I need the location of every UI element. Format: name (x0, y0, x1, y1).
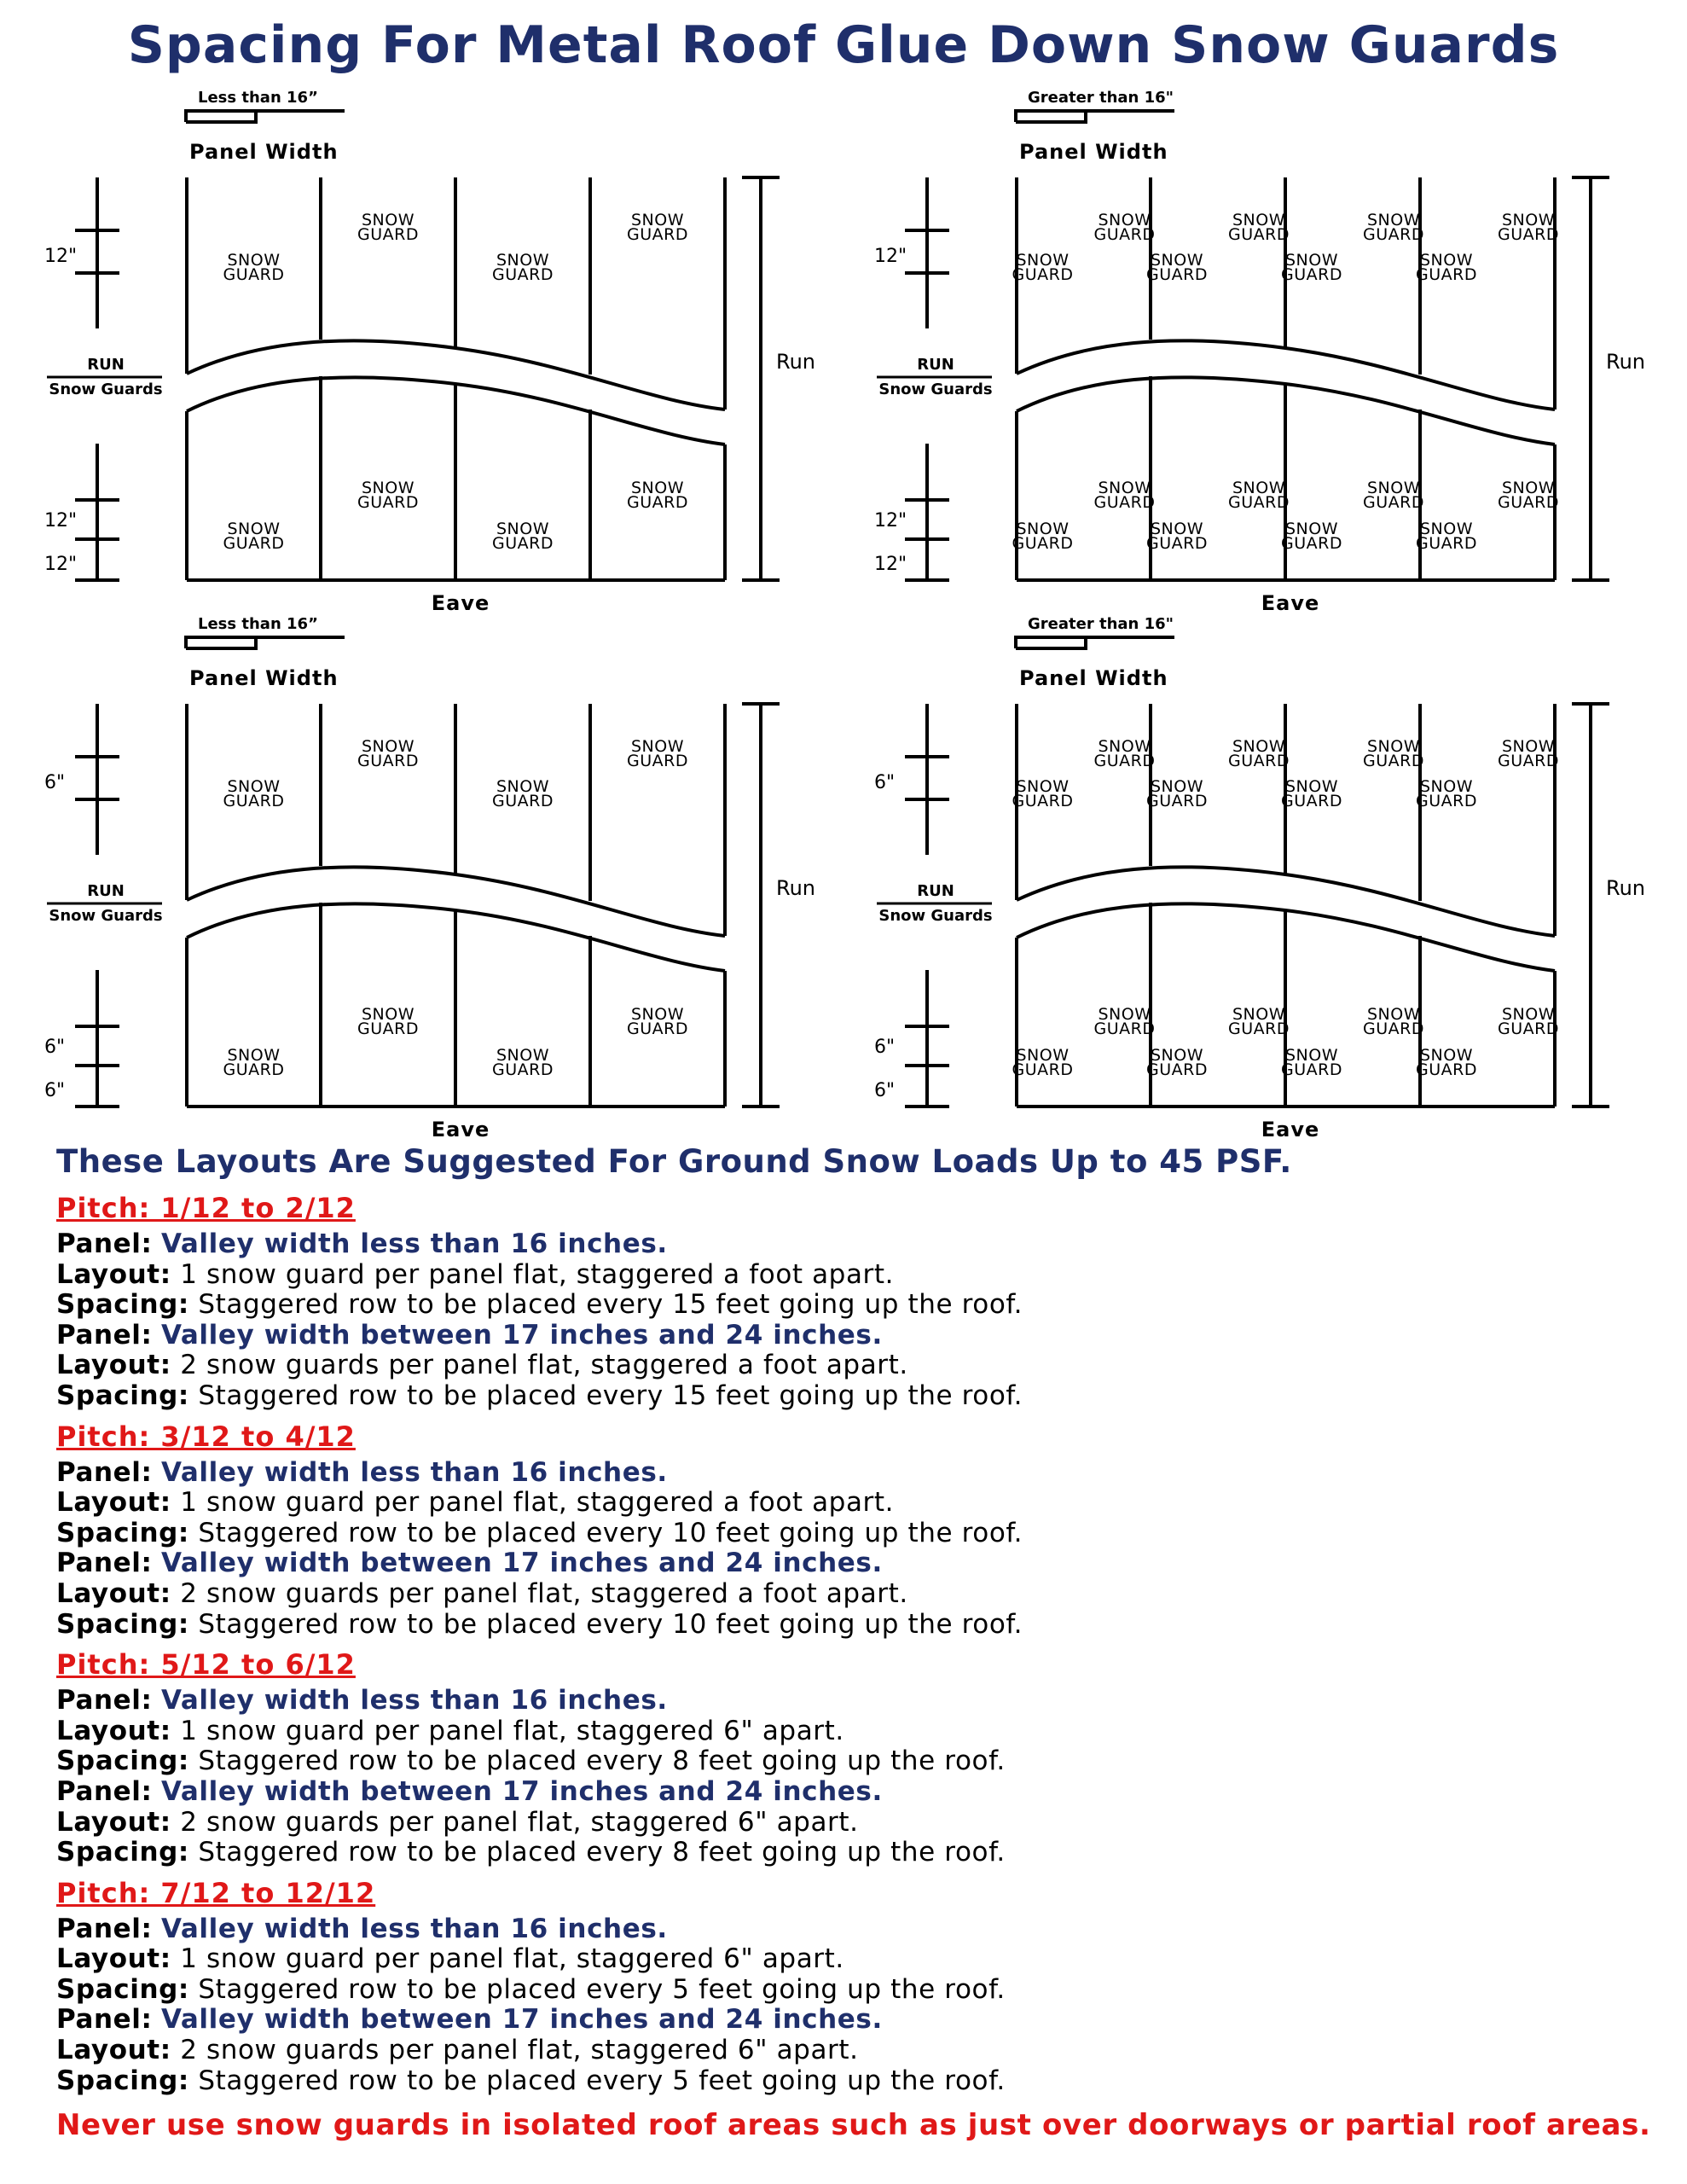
snow-guard-text: GUARD (1281, 265, 1342, 284)
snow-guard-label (1416, 251, 1477, 284)
snow-guard-text: SNOW (1098, 737, 1151, 756)
snow-guard-text: GUARD (223, 534, 285, 553)
lower-dim-label: 12" (44, 554, 78, 575)
run-bar (742, 177, 780, 580)
spec-key: Panel: (56, 1228, 153, 1259)
snow-guard-text: SNOW (1232, 1005, 1286, 1024)
snow-guard-label (1012, 777, 1074, 810)
spec-line (56, 1458, 1660, 1489)
spec-line (56, 1488, 1660, 1519)
spec-line (56, 1519, 1660, 1549)
spec-line (56, 1350, 1660, 1381)
snow-guard-text: SNOW (630, 211, 685, 229)
snow-guard-label (1498, 211, 1559, 244)
upper-dim-marker (905, 177, 949, 328)
pitch-heading: Pitch: 5/12 to 6/12 (56, 1648, 356, 1682)
snow-guard-text: GUARD (1146, 792, 1208, 810)
spec-line (56, 1975, 1660, 2006)
spec-value: 1 snow guard per panel flat, staggered 6" apart. (180, 1715, 844, 1746)
snow-guard-label (357, 211, 419, 244)
spec-value: Staggered row to be placed every 5 feet going up the roof. (198, 1973, 1006, 2005)
notes-heading: These Layouts Are Suggested For Ground Snow Loads Up to 45 PSF. (56, 1143, 1292, 1180)
snow-guard-text: GUARD (1146, 534, 1208, 553)
spec-key: Panel: (56, 2004, 153, 2036)
spec-line (56, 1808, 1660, 1838)
snow-guard-text: GUARD (1093, 1019, 1156, 1038)
roof-diagram (830, 612, 1673, 1141)
spec-line (56, 1610, 1660, 1641)
snow-guard-text: SNOW (1501, 211, 1556, 229)
panel-width-label: Panel Width (1019, 140, 1168, 164)
snow-guard-label (1281, 520, 1342, 553)
run-bar (1572, 704, 1609, 1107)
snow-guard-text: SNOW (1284, 251, 1339, 270)
snow-guard-label (1281, 251, 1342, 284)
upper-dim-marker (905, 704, 949, 855)
snow-guard-text: GUARD (1012, 792, 1074, 810)
snow-guard-text: GUARD (1416, 534, 1477, 553)
snow-guard-text: GUARD (1281, 534, 1342, 553)
snow-guard-text: SNOW (630, 737, 685, 756)
spec-value: 1 snow guard per panel flat, staggered a foot apart. (180, 1258, 895, 1290)
snow-guard-text: GUARD (1012, 534, 1074, 553)
spec-line (56, 1944, 1660, 1975)
snow-guard-label (357, 737, 419, 770)
lower-dim-marker (905, 970, 949, 1107)
lower-dim-label: 12" (44, 510, 78, 531)
snow-guard-label (1228, 1005, 1290, 1038)
spec-value: Staggered row to be placed every 5 feet going up the roof. (198, 2065, 1006, 2096)
snow-guard-label (627, 1005, 688, 1038)
spacing-diagram (0, 612, 844, 1141)
upper-dim-marker (75, 704, 119, 855)
snow-guard-label (1146, 251, 1208, 284)
snow-guard-text: SNOW (630, 1005, 685, 1024)
snow-guard-label (223, 777, 285, 810)
snow-guard-label (1363, 479, 1424, 512)
run-label: Run (1606, 876, 1646, 900)
run-label: Run (776, 876, 816, 900)
spacing-notes (56, 1143, 1660, 2142)
warning-text: Never use snow guards in isolated roof areas such as just over doorways or partial roof areas. (56, 2108, 1651, 2143)
snow-guard-text: GUARD (627, 752, 688, 770)
snow-guard-text: SNOW (1016, 1046, 1070, 1065)
snow-guard-label (492, 520, 554, 553)
snow-guard-text: GUARD (627, 225, 688, 244)
spec-value: Staggered row to be placed every 8 feet going up the roof. (198, 1837, 1006, 1868)
snow-guard-label (492, 251, 554, 284)
snow-guard-text: SNOW (1232, 737, 1286, 756)
snow-guard-label (1498, 479, 1559, 512)
snow-guard-text: SNOW (1232, 479, 1286, 497)
snow-guard-label (357, 1005, 419, 1038)
upper-dim-marker (75, 177, 119, 328)
snow-guard-text: SNOW (496, 777, 550, 796)
spacing-diagram (830, 612, 1673, 1141)
snow-guard-text: SNOW (1366, 211, 1421, 229)
snow-guard-text: SNOW (496, 1046, 550, 1065)
snow-guard-label (1281, 777, 1342, 810)
snow-guard-text: GUARD (223, 792, 285, 810)
snow-guard-label (1228, 479, 1290, 512)
spec-value: 2 snow guards per panel flat, staggered 6" apart. (180, 2035, 859, 2066)
pitch-sections (56, 1192, 1660, 2096)
eave-label: Eave (1261, 591, 1320, 614)
snow-guard-text: GUARD (1498, 1019, 1559, 1038)
run-fraction-top: RUN (87, 356, 125, 374)
spacing-diagram (830, 85, 1673, 614)
panel-width-bracket (186, 111, 345, 122)
snow-guard-label (627, 479, 688, 512)
panel-width-label: Panel Width (189, 140, 339, 164)
run-fraction-top: RUN (87, 882, 125, 900)
spec-line (56, 1260, 1660, 1291)
roof-diagram (830, 85, 1673, 614)
spec-key: Panel: (56, 1685, 153, 1716)
snow-guard-text: GUARD (627, 493, 688, 512)
lower-dim-label: 6" (44, 1037, 66, 1058)
pitch-heading: Pitch: 3/12 to 4/12 (56, 1420, 356, 1453)
snow-guard-text: GUARD (1363, 1019, 1424, 1038)
snow-guard-text: GUARD (1093, 493, 1156, 512)
snow-guard-text: GUARD (357, 225, 419, 244)
lower-dim-label: 12" (874, 554, 907, 575)
spec-value: 1 snow guard per panel flat, staggered 6" apart. (180, 1943, 844, 1975)
snow-guard-text: GUARD (1363, 493, 1424, 512)
spec-key: Spacing: (56, 1380, 189, 1411)
snow-guard-label (1012, 1046, 1074, 1079)
lower-dim-label: 6" (44, 1080, 66, 1101)
spec-line (56, 1321, 1660, 1351)
spec-key: Layout: (56, 1715, 171, 1746)
snow-guard-label (1498, 1005, 1559, 1038)
spec-key: Layout: (56, 2035, 171, 2066)
spec-line (56, 1381, 1660, 1412)
panel-width-note: Less than 16” (198, 89, 318, 107)
spec-value: 2 snow guards per panel flat, staggered a foot apart. (180, 1350, 908, 1381)
snow-guard-label (1416, 520, 1477, 553)
spec-key: Panel: (56, 1548, 153, 1579)
spec-line (56, 1229, 1660, 1260)
spec-line (56, 1548, 1660, 1579)
spec-key: Spacing: (56, 1745, 189, 1777)
snow-guard-label (1012, 520, 1074, 553)
panel-width-note: Greater than 16" (1028, 615, 1174, 633)
snow-guard-text: GUARD (1281, 1060, 1342, 1079)
run-bar (742, 704, 780, 1107)
eave-label: Eave (1261, 1118, 1320, 1141)
snow-guard-label (1094, 211, 1156, 244)
snow-guard-text: GUARD (1093, 225, 1156, 244)
snow-guard-label (492, 1046, 554, 1079)
roof-diagram (0, 612, 844, 1141)
snow-guard-label (223, 1046, 285, 1079)
eave-label: Eave (431, 591, 490, 614)
spec-value: Staggered row to be placed every 8 feet going up the roof. (198, 1745, 1006, 1777)
snow-guard-label (492, 777, 554, 810)
snow-guard-label (1146, 777, 1208, 810)
panel-width-label: Panel Width (1019, 666, 1168, 690)
snow-guard-text: GUARD (357, 1019, 419, 1038)
snow-guard-text: GUARD (357, 493, 419, 512)
snow-guard-text: SNOW (1098, 211, 1151, 229)
spec-value: Staggered row to be placed every 10 feet going up the roof. (198, 1608, 1023, 1640)
lower-dim-marker (905, 444, 949, 580)
panel-width-bracket (1016, 637, 1174, 648)
spec-value: Valley width less than 16 inches. (161, 1228, 668, 1259)
run-bar (1572, 177, 1609, 580)
snow-guard-text: SNOW (1150, 1046, 1204, 1065)
snow-guard-text: SNOW (361, 737, 415, 756)
snow-guard-text: SNOW (1501, 479, 1556, 497)
snow-guard-text: GUARD (1228, 752, 1290, 770)
snow-guard-text: SNOW (1284, 1046, 1339, 1065)
snow-guard-text: SNOW (1501, 1005, 1556, 1024)
snow-guard-text: GUARD (1228, 493, 1290, 512)
run-label: Run (1606, 350, 1646, 374)
snow-guard-text: SNOW (1284, 777, 1339, 796)
snow-guard-text: SNOW (1016, 251, 1070, 270)
panel-width-bracket (186, 637, 345, 648)
snow-guard-label (223, 251, 285, 284)
snow-guard-text: SNOW (1366, 737, 1421, 756)
snow-guard-text: SNOW (1150, 777, 1204, 796)
snow-guard-label (1363, 737, 1424, 770)
snow-guard-text: GUARD (492, 1060, 554, 1079)
snow-guard-text: GUARD (1416, 1060, 1477, 1079)
panel-width-note: Less than 16” (198, 615, 318, 633)
pitch-heading: Pitch: 1/12 to 2/12 (56, 1192, 356, 1224)
snow-guard-text: SNOW (1016, 777, 1070, 796)
spec-value: Valley width less than 16 inches. (161, 1456, 668, 1488)
spec-value: Staggered row to be placed every 15 feet going up the roof. (198, 1380, 1023, 1411)
snow-guard-text: SNOW (1419, 520, 1474, 538)
snow-guard-text: SNOW (1284, 520, 1339, 538)
spec-line (56, 1579, 1660, 1610)
panel-width-label: Panel Width (189, 666, 339, 690)
run-fraction-bottom: Snow Guards (49, 907, 163, 925)
snow-guard-text: SNOW (630, 479, 685, 497)
lower-dim-label: 12" (874, 510, 907, 531)
snow-guard-text: GUARD (223, 1060, 285, 1079)
snow-guard-label (1094, 737, 1156, 770)
snow-guard-text: SNOW (227, 251, 281, 270)
snow-guard-text: GUARD (1498, 493, 1559, 512)
pitch-section (56, 1877, 1660, 2097)
spec-line (56, 2036, 1660, 2066)
snow-guard-text: SNOW (496, 251, 550, 270)
spec-value: Valley width between 17 inches and 24 inches. (161, 1319, 883, 1350)
spec-key: Spacing: (56, 1973, 189, 2005)
snow-guard-text: SNOW (496, 520, 550, 538)
spec-value: 2 snow guards per panel flat, staggered a foot apart. (180, 1577, 908, 1609)
spec-value: Valley width less than 16 inches. (161, 1913, 668, 1944)
run-fraction-bottom: Snow Guards (878, 907, 993, 925)
snow-guard-label (1094, 479, 1156, 512)
snow-guard-text: SNOW (1098, 479, 1151, 497)
snow-guard-label (1094, 1005, 1156, 1038)
upper-dim-label: 12" (874, 246, 907, 267)
spacing-diagram (0, 85, 844, 614)
snow-guard-text: SNOW (1150, 520, 1204, 538)
snow-guard-text: SNOW (1366, 1005, 1421, 1024)
run-label: Run (776, 350, 816, 374)
snow-guard-text: SNOW (227, 1046, 281, 1065)
snow-guard-label (223, 520, 285, 553)
snow-guard-text: GUARD (1228, 225, 1290, 244)
snow-guard-text: SNOW (1366, 479, 1421, 497)
spec-line (56, 1290, 1660, 1321)
page-title: Spacing For Metal Roof Glue Down Snow Guards (127, 15, 1560, 75)
spec-key: Spacing: (56, 1289, 189, 1321)
spec-key: Panel: (56, 1319, 153, 1350)
upper-dim-label: 12" (44, 246, 78, 267)
snow-guard-text: GUARD (1146, 265, 1208, 284)
snow-guard-text: GUARD (1363, 225, 1424, 244)
lower-dim-label: 6" (874, 1080, 896, 1101)
lower-dim-marker (75, 970, 119, 1107)
pitch-section (56, 1648, 1660, 1868)
spec-key: Layout: (56, 1258, 171, 1290)
snow-guard-text: GUARD (492, 792, 554, 810)
panel-width-bracket (1016, 111, 1174, 122)
snow-guard-label (357, 479, 419, 512)
spec-value: Valley width between 17 inches and 24 inches. (161, 1775, 883, 1807)
pitch-section (56, 1420, 1660, 1641)
spec-value: Valley width between 17 inches and 24 inches. (161, 1548, 883, 1579)
lower-dim-label: 6" (874, 1037, 896, 1058)
snow-guard-text: GUARD (1498, 752, 1559, 770)
spec-value: 2 snow guards per panel flat, staggered 6" apart. (180, 1806, 859, 1838)
snow-guard-label (627, 737, 688, 770)
spec-line (56, 1716, 1660, 1747)
spec-value: Valley width between 17 inches and 24 inches. (161, 2004, 883, 2036)
lower-dim-marker (75, 444, 119, 580)
snow-guard-label (1012, 251, 1074, 284)
snow-guard-text: GUARD (492, 534, 554, 553)
snow-guard-label (1228, 211, 1290, 244)
panel-width-note: Greater than 16" (1028, 89, 1174, 107)
spec-key: Layout: (56, 1487, 171, 1519)
spec-key: Layout: (56, 1943, 171, 1975)
pitch-section (56, 1192, 1660, 1412)
upper-dim-label: 6" (874, 772, 896, 793)
snow-guard-text: SNOW (1419, 1046, 1474, 1065)
snow-guard-text: SNOW (361, 479, 415, 497)
snow-guard-text: GUARD (1146, 1060, 1208, 1079)
snow-guard-label (627, 211, 688, 244)
run-fraction-bottom: Snow Guards (49, 380, 163, 398)
snow-guard-label (1498, 737, 1559, 770)
spec-value: Valley width less than 16 inches. (161, 1685, 668, 1716)
run-fraction-bottom: Snow Guards (878, 380, 993, 398)
snow-guard-text: GUARD (1228, 1019, 1290, 1038)
spec-key: Panel: (56, 1456, 153, 1488)
snow-guard-text: SNOW (1098, 1005, 1151, 1024)
spec-key: Panel: (56, 1913, 153, 1944)
upper-dim-label: 6" (44, 772, 66, 793)
snow-guard-text: SNOW (1501, 737, 1556, 756)
snow-guard-text: GUARD (1363, 752, 1424, 770)
snow-guard-label (1363, 211, 1424, 244)
roof-diagram (0, 85, 844, 614)
snow-guard-text: SNOW (1419, 251, 1474, 270)
snow-guard-text: GUARD (1416, 792, 1477, 810)
spec-line (56, 2005, 1660, 2036)
spec-key: Spacing: (56, 1608, 189, 1640)
pitch-heading: Pitch: 7/12 to 12/12 (56, 1876, 376, 1909)
eave-label: Eave (431, 1118, 490, 1141)
snow-guard-label (1228, 737, 1290, 770)
snow-guard-text: GUARD (1416, 265, 1477, 284)
snow-guard-label (1146, 1046, 1208, 1079)
spec-key: Layout: (56, 1806, 171, 1838)
snow-guard-text: SNOW (361, 211, 415, 229)
snow-guard-text: GUARD (1281, 792, 1342, 810)
snow-guard-label (1146, 520, 1208, 553)
spec-value: Staggered row to be placed every 10 feet going up the roof. (198, 1517, 1023, 1548)
snow-guard-text: SNOW (227, 520, 281, 538)
snow-guard-label (1363, 1005, 1424, 1038)
snow-guard-text: GUARD (357, 752, 419, 770)
spec-key: Spacing: (56, 2065, 189, 2096)
spec-key: Layout: (56, 1350, 171, 1381)
snow-guard-text: SNOW (1150, 251, 1204, 270)
snow-guard-text: GUARD (223, 265, 285, 284)
spec-line (56, 1777, 1660, 1808)
snow-guard-text: SNOW (1016, 520, 1070, 538)
snow-guard-text: SNOW (1419, 777, 1474, 796)
snow-guard-label (1416, 1046, 1477, 1079)
snow-guard-text: GUARD (1012, 265, 1074, 284)
run-fraction-top: RUN (917, 356, 954, 374)
spec-line (56, 2066, 1660, 2097)
snow-guard-text: GUARD (1012, 1060, 1074, 1079)
snow-guard-text: SNOW (361, 1005, 415, 1024)
snow-guard-label (1281, 1046, 1342, 1079)
spec-key: Spacing: (56, 1837, 189, 1868)
snow-guard-text: GUARD (627, 1019, 688, 1038)
spec-key: Panel: (56, 1775, 153, 1807)
spec-key: Spacing: (56, 1517, 189, 1548)
spec-value: 1 snow guard per panel flat, staggered a foot apart. (180, 1487, 895, 1519)
snow-guard-text: SNOW (227, 777, 281, 796)
spec-value: Staggered row to be placed every 15 feet going up the roof. (198, 1289, 1023, 1321)
snow-guard-text: SNOW (1232, 211, 1286, 229)
spec-line (56, 1838, 1660, 1868)
snow-guard-text: GUARD (492, 265, 554, 284)
snow-guard-text: GUARD (1093, 752, 1156, 770)
run-fraction-top: RUN (917, 882, 954, 900)
spec-line (56, 1686, 1660, 1716)
snow-guard-text: GUARD (1498, 225, 1559, 244)
spec-line (56, 1914, 1660, 1945)
snow-guard-label (1416, 777, 1477, 810)
spec-key: Layout: (56, 1577, 171, 1609)
spec-line (56, 1746, 1660, 1777)
